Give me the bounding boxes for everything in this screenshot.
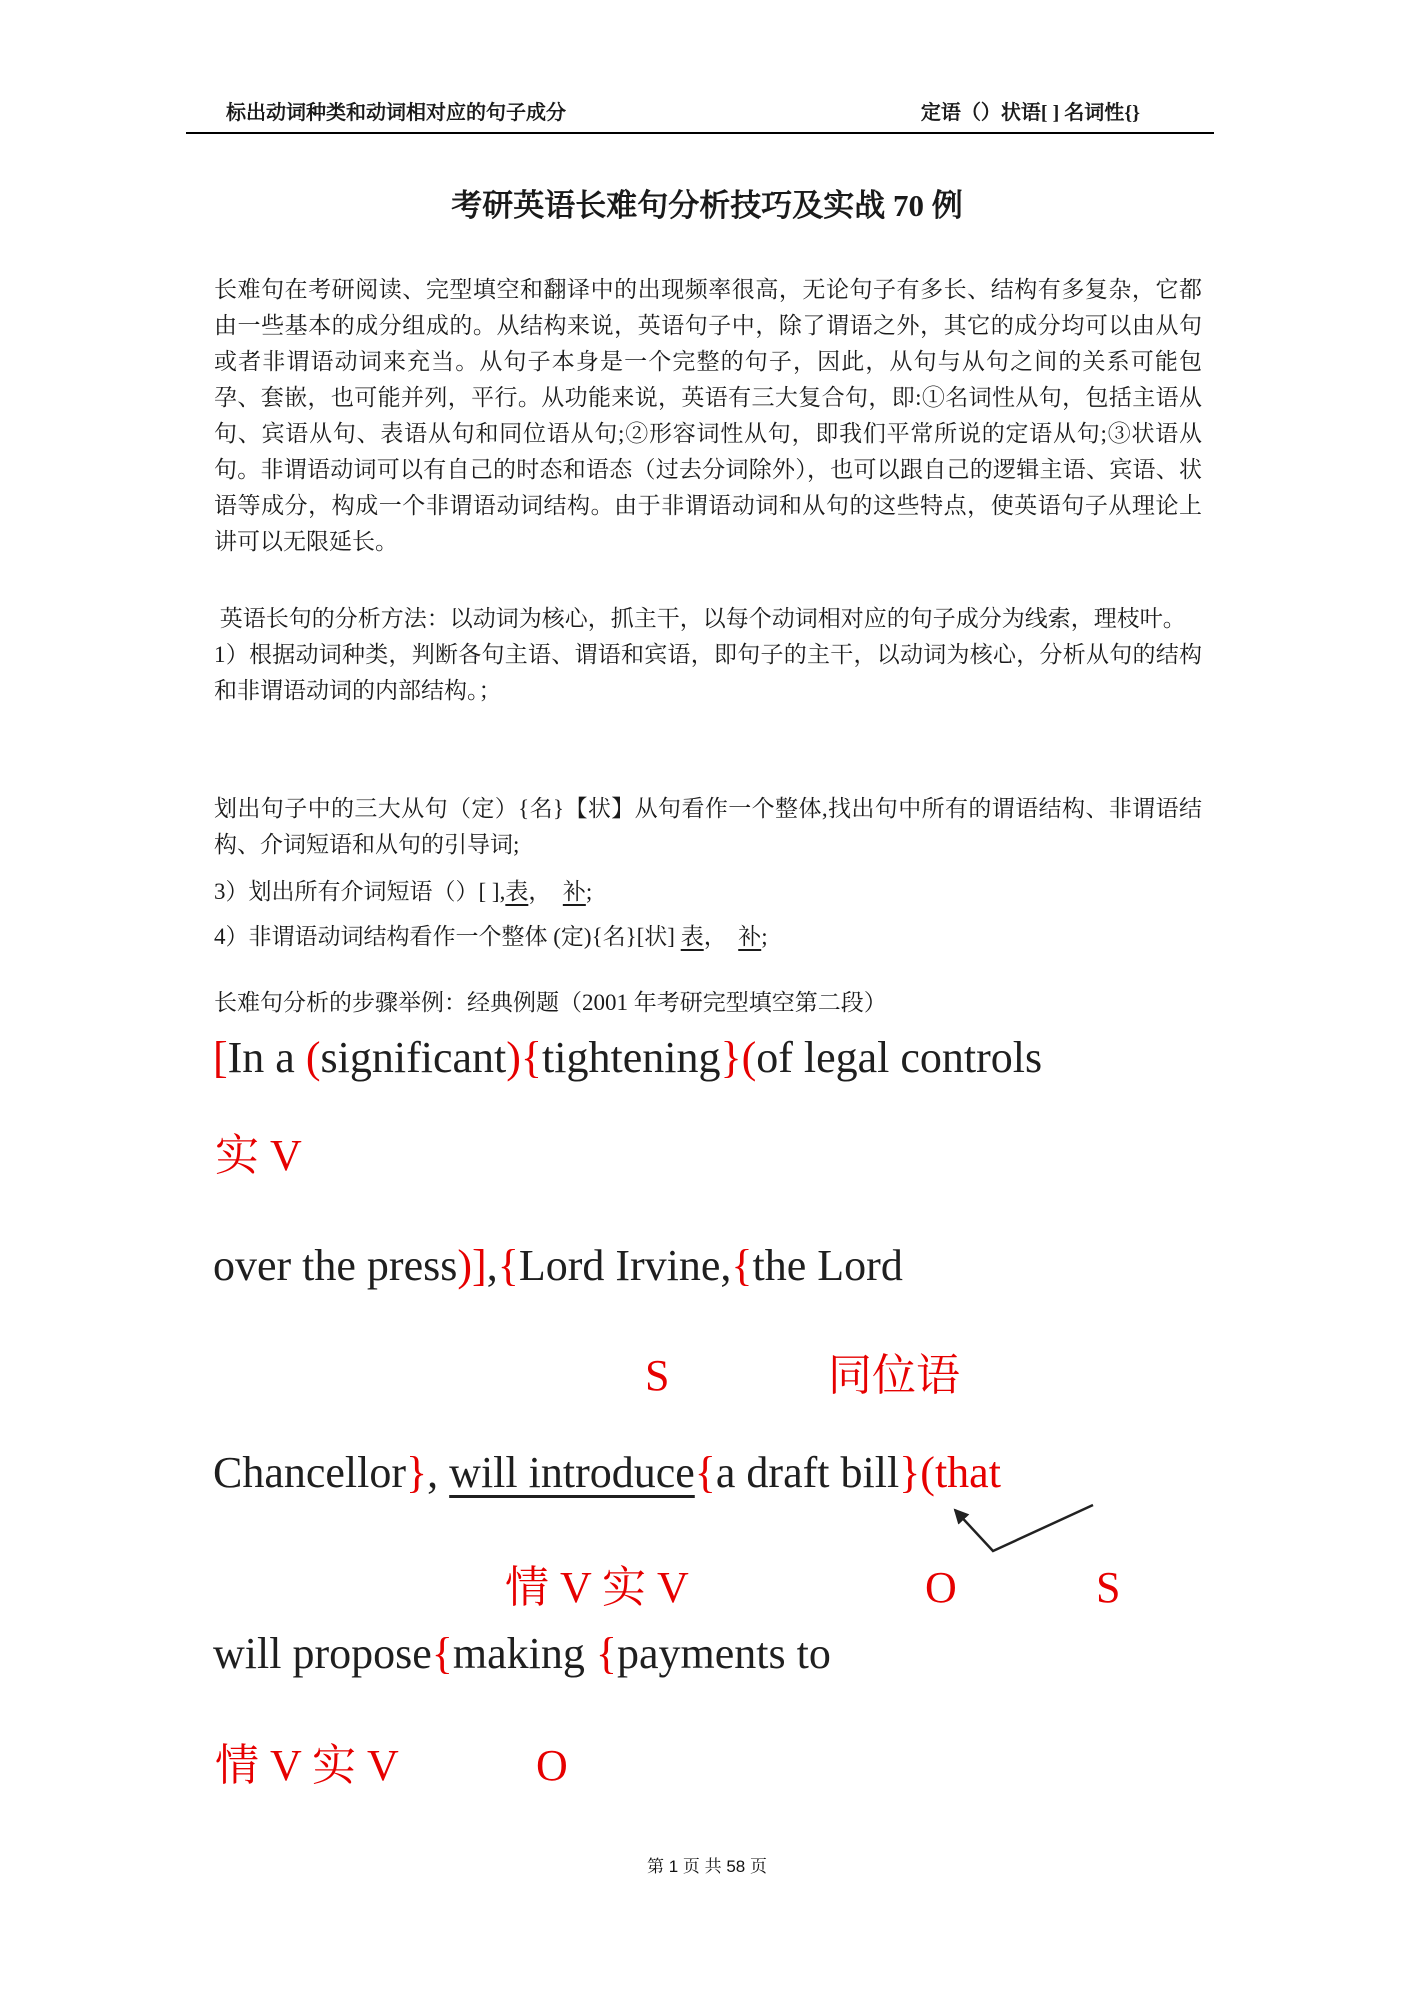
sentence-text: making bbox=[452, 1629, 596, 1678]
rule-3-bu-underlined: 补 bbox=[562, 879, 586, 904]
sentence-text: significant bbox=[320, 1033, 507, 1082]
method-line-2: 1）根据动词种类，判断各句主语、谓语和宾语，即句子的主干，以动词为核心，分析从句的结构和非谓语动词的内部结构。； bbox=[214, 642, 1202, 703]
sentence-text: Chancellor bbox=[213, 1448, 407, 1497]
open-paren: ( bbox=[305, 1033, 321, 1082]
sentence-text: tightening bbox=[542, 1033, 721, 1082]
label-object-o-2: O bbox=[536, 1741, 568, 1790]
label-object-o: O bbox=[925, 1563, 957, 1612]
sentence-text: In a bbox=[227, 1033, 306, 1082]
sentence-text: will propose bbox=[213, 1629, 432, 1678]
open-brace: { bbox=[431, 1629, 453, 1678]
brace-paren: }( bbox=[720, 1033, 757, 1082]
close-paren-bracket: )] bbox=[457, 1241, 487, 1290]
rule-3-biao-underlined: 表 bbox=[505, 879, 529, 904]
sentence-text: payments to bbox=[617, 1629, 831, 1678]
method-line-1: 英语长句的分析方法：以动词为核心，抓主干，以每个动词相对应的句子成分为线索，理枝叶。 bbox=[214, 606, 1186, 631]
rule-4-bu-underlined: 补 bbox=[738, 924, 762, 949]
rule-3-separator: ， bbox=[528, 879, 563, 904]
label-subject-s: S bbox=[645, 1351, 670, 1400]
label-subject-s2: S bbox=[1096, 1563, 1121, 1612]
sentence-text: Lord Irvine, bbox=[518, 1241, 732, 1290]
label-modal-verbs-2: 情 V 实 V bbox=[215, 1741, 399, 1790]
rule-4-biao-underlined: 表 bbox=[680, 924, 704, 949]
label-shi-v: 实 V bbox=[215, 1131, 302, 1180]
sentence-line-2 bbox=[213, 1238, 903, 1294]
open-brace: { bbox=[497, 1241, 519, 1290]
intro-paragraph: 长难句在考研阅读、完型填空和翻译中的出现频率很高，无论句子有多长、结构有多复杂，它都由一些基本的成分组成的。从结构来说，英语句子中，除了谓语之外，其它的成分均可以由从句或者非谓语动词来充当。从句子本身是一个完整的句子，因此，从句与从句之间的关系可能包孕、套嵌，也可能并列，平行。从功能来说，英语有三大复合句，即:①名词性从句，包括主语从句、宾语从句、表语从句和同位语从句;②形容词性从句，即我们平常所说的定语从句;③状语从句。非谓语动词可以有自己的时态和语态（过去分词除外），也可以跟自己的逻辑主语、宾语、状语等成分，构成一个非谓语动词结构。由于非谓语动词和从句的这些特点，使英语句子从理论上讲可以无限延长。 bbox=[214, 277, 1202, 554]
rule-4-line bbox=[214, 919, 1202, 955]
label-modal-verbs: 情 V 实 V bbox=[505, 1563, 689, 1612]
page-title: 考研英语长难句分析技巧及实战 70 例 bbox=[451, 188, 963, 223]
rule-3-end: ; bbox=[585, 879, 593, 904]
rule-3-line bbox=[214, 874, 1202, 910]
rule-3-text: 3）划出所有介词短语（）[ ], bbox=[214, 879, 506, 904]
close-brace: } bbox=[406, 1448, 428, 1497]
header-left-text: 标出动词种类和动词相对应的句子成分 bbox=[226, 102, 566, 124]
close-brace: } bbox=[899, 1448, 921, 1497]
open-brace: { bbox=[731, 1241, 753, 1290]
sentence-text: the Lord bbox=[752, 1241, 903, 1290]
sentence-line-3 bbox=[213, 1445, 1001, 1501]
comma: , bbox=[486, 1241, 498, 1290]
comma: , bbox=[427, 1448, 450, 1497]
header-right-legend: 定语（）状语[ ] 名词性{} bbox=[920, 102, 1140, 124]
open-brace: { bbox=[694, 1448, 716, 1497]
clause-rule-paragraph: 划出句子中的三大从句（定）{名}【状】从句看作一个整体,找出句中所有的谓语结构、非谓语结构、介词短语和从句的引导词; bbox=[214, 796, 1202, 857]
sentence-line-1 bbox=[213, 1030, 1042, 1086]
label-apposition: 同位语 bbox=[828, 1351, 960, 1400]
rule-4-text: 4）非谓语动词结构看作一个整体 (定){名}[状] bbox=[214, 924, 681, 949]
example-intro-line: 长难句分析的步骤举例：经典例题（2001 年考研完型填空第二段） bbox=[214, 990, 887, 1015]
method-section bbox=[214, 601, 1202, 709]
open-square-bracket: [ bbox=[213, 1033, 228, 1082]
page-header bbox=[186, 70, 1214, 134]
sentence-text: of legal controls bbox=[756, 1033, 1043, 1082]
open-brace: { bbox=[595, 1629, 617, 1678]
page-footer: 第 1 页 共 58 页 bbox=[647, 1857, 767, 1876]
rule-4-end: ; bbox=[761, 924, 768, 949]
paren-that: (that bbox=[920, 1448, 1001, 1497]
sentence-line-4 bbox=[213, 1626, 831, 1682]
underlined-verb-phrase: will introduce bbox=[449, 1448, 695, 1497]
rule-4-separator: ， bbox=[703, 924, 739, 949]
paren-brace: ){ bbox=[506, 1033, 543, 1082]
sentence-text: over the press bbox=[213, 1241, 458, 1290]
sentence-text: a draft bill bbox=[715, 1448, 900, 1497]
